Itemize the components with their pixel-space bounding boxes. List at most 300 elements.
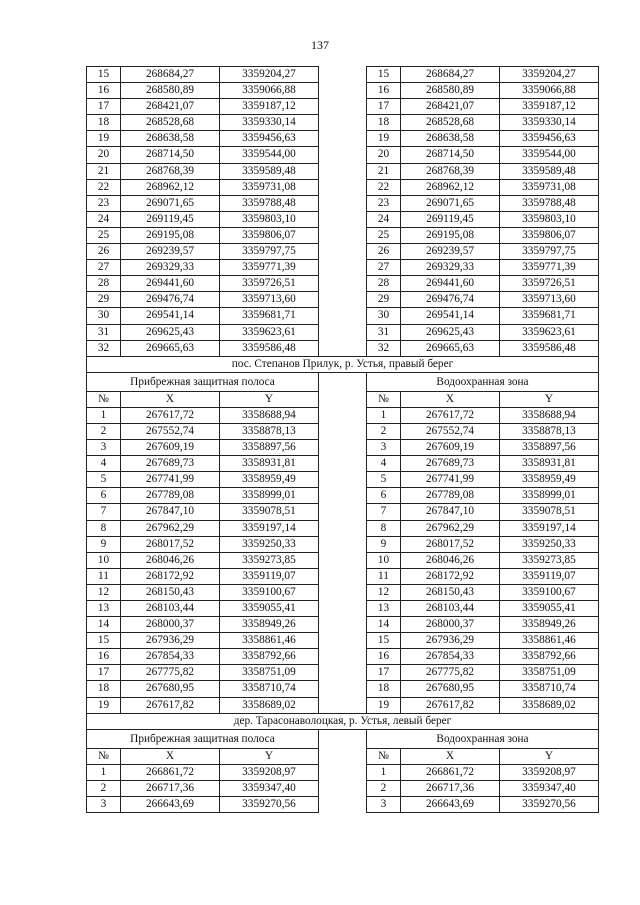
coordinates-table — [86, 66, 599, 813]
column-gap — [319, 504, 367, 520]
point-number: 23 — [367, 195, 401, 211]
point-number: 22 — [87, 179, 121, 195]
point-number: 29 — [367, 292, 401, 308]
table-row — [87, 456, 599, 472]
column-gap — [319, 391, 367, 407]
y-coordinate: 3359055,41 — [220, 601, 319, 617]
table-row — [87, 601, 599, 617]
y-coordinate: 3359544,00 — [220, 147, 319, 163]
table-row — [87, 649, 599, 665]
point-number: 19 — [87, 697, 121, 713]
y-coordinate: 3359726,51 — [220, 276, 319, 292]
point-number: 27 — [367, 260, 401, 276]
y-coordinate: 3358688,94 — [500, 407, 599, 423]
x-coordinate: 268962,12 — [401, 179, 500, 195]
table-row — [87, 179, 599, 195]
column-gap — [319, 617, 367, 633]
table-row — [87, 552, 599, 568]
x-coordinate: 268714,50 — [121, 147, 220, 163]
column-gap — [319, 67, 367, 83]
x-coordinate: 268638,58 — [121, 131, 220, 147]
table-row — [87, 488, 599, 504]
y-coordinate: 3359066,88 — [500, 83, 599, 99]
y-coordinate: 3359788,48 — [500, 195, 599, 211]
point-number: 16 — [367, 83, 401, 99]
x-coordinate: 267962,29 — [401, 520, 500, 536]
point-number: 6 — [87, 488, 121, 504]
y-coordinate: 3358861,46 — [500, 633, 599, 649]
y-coordinate: 3359197,14 — [500, 520, 599, 536]
column-gap — [319, 211, 367, 227]
point-number: 1 — [87, 407, 121, 423]
x-coordinate: 267617,82 — [121, 697, 220, 713]
x-coordinate: 268103,44 — [401, 601, 500, 617]
point-number: 14 — [87, 617, 121, 633]
table-row — [87, 276, 599, 292]
y-coordinate: 3359771,39 — [500, 260, 599, 276]
y-coordinate: 3359055,41 — [500, 601, 599, 617]
column-gap — [319, 649, 367, 665]
column-gap — [319, 568, 367, 584]
x-coordinate: 267775,82 — [121, 665, 220, 681]
x-coordinate: 268962,12 — [121, 179, 220, 195]
y-coordinate: 3358710,74 — [500, 681, 599, 697]
y-coordinate: 3359586,48 — [500, 340, 599, 356]
left-zone-title: Прибрежная защитная полоса — [87, 729, 319, 748]
point-number: 9 — [367, 536, 401, 552]
x-coordinate: 268046,26 — [401, 552, 500, 568]
point-number: 5 — [87, 472, 121, 488]
table-row — [87, 472, 599, 488]
y-coordinate: 3359078,51 — [220, 504, 319, 520]
point-number: 19 — [87, 131, 121, 147]
y-coordinate: 3359273,85 — [500, 552, 599, 568]
y-coordinate: 3359197,14 — [220, 520, 319, 536]
point-number: 17 — [87, 665, 121, 681]
column-gap — [319, 780, 367, 796]
y-coordinate: 3359456,63 — [500, 131, 599, 147]
y-coordinate: 3359330,14 — [220, 115, 319, 131]
point-number: 3 — [367, 440, 401, 456]
y-coordinate: 3358792,66 — [220, 649, 319, 665]
y-coordinate: 3359250,33 — [500, 536, 599, 552]
point-number: 17 — [367, 665, 401, 681]
point-number: 1 — [367, 764, 401, 780]
point-number: 15 — [87, 633, 121, 649]
number-header: № — [87, 391, 121, 407]
column-gap — [319, 340, 367, 356]
table-row — [87, 584, 599, 600]
y-coordinate: 3359623,61 — [220, 324, 319, 340]
y-coordinate: 3359270,56 — [500, 797, 599, 813]
x-coordinate: 267689,73 — [121, 456, 220, 472]
point-number: 12 — [87, 584, 121, 600]
x-coordinate: 269441,60 — [121, 276, 220, 292]
y-coordinate: 3359713,60 — [500, 292, 599, 308]
point-number: 11 — [367, 568, 401, 584]
y-coordinate: 3359347,40 — [500, 780, 599, 796]
y-coordinate: 3358999,01 — [500, 488, 599, 504]
x-coordinate: 269476,74 — [401, 292, 500, 308]
point-number: 22 — [367, 179, 401, 195]
y-coordinate: 3358792,66 — [500, 649, 599, 665]
y-coordinate: 3358878,13 — [500, 423, 599, 439]
point-number: 16 — [87, 83, 121, 99]
x-coordinate: 269476,74 — [121, 292, 220, 308]
column-gap — [319, 195, 367, 211]
point-number: 14 — [367, 617, 401, 633]
point-number: 8 — [87, 520, 121, 536]
table-row — [87, 115, 599, 131]
table-row — [87, 324, 599, 340]
point-number: 16 — [87, 649, 121, 665]
x-coordinate: 267617,72 — [401, 407, 500, 423]
x-coordinate: 268000,37 — [121, 617, 220, 633]
column-gap — [319, 372, 367, 391]
point-number: 30 — [87, 308, 121, 324]
x-coordinate: 267689,73 — [401, 456, 500, 472]
table-row — [87, 407, 599, 423]
y-coordinate: 3359100,67 — [500, 584, 599, 600]
x-coordinate: 267847,10 — [121, 504, 220, 520]
point-number: 3 — [367, 797, 401, 813]
table-row — [87, 633, 599, 649]
y-coordinate: 3359347,40 — [220, 780, 319, 796]
point-number: 19 — [367, 131, 401, 147]
x-coordinate: 268768,39 — [121, 163, 220, 179]
x-coordinate: 269665,63 — [401, 340, 500, 356]
y-coordinate: 3358931,81 — [220, 456, 319, 472]
x-coordinate: 269239,57 — [121, 244, 220, 260]
y-coordinate: 3359456,63 — [220, 131, 319, 147]
point-number: 18 — [87, 115, 121, 131]
point-number: 4 — [367, 456, 401, 472]
column-gap — [319, 244, 367, 260]
y-coordinate: 3359208,97 — [220, 764, 319, 780]
x-coordinate: 268528,68 — [401, 115, 500, 131]
x-coordinate: 269119,45 — [121, 211, 220, 227]
x-header: X — [401, 391, 500, 407]
x-coordinate: 267609,19 — [401, 440, 500, 456]
x-coordinate: 269625,43 — [121, 324, 220, 340]
x-coordinate: 268017,52 — [401, 536, 500, 552]
x-coordinate: 268528,68 — [121, 115, 220, 131]
y-coordinate: 3358999,01 — [220, 488, 319, 504]
column-gap — [319, 552, 367, 568]
x-coordinate: 267741,99 — [121, 472, 220, 488]
column-gap — [319, 115, 367, 131]
point-number: 20 — [87, 147, 121, 163]
x-coordinate: 268768,39 — [401, 163, 500, 179]
y-coordinate: 3359589,48 — [500, 163, 599, 179]
x-coordinate: 267775,82 — [401, 665, 500, 681]
point-number: 10 — [367, 552, 401, 568]
x-coordinate: 267617,72 — [121, 407, 220, 423]
x-coordinate: 268103,44 — [121, 601, 220, 617]
number-header: № — [367, 748, 401, 764]
y-coordinate: 3358710,74 — [220, 681, 319, 697]
point-number: 4 — [87, 456, 121, 472]
x-coordinate: 266861,72 — [121, 764, 220, 780]
point-number: 10 — [87, 552, 121, 568]
x-coordinate: 267609,19 — [121, 440, 220, 456]
zone-title-row — [87, 729, 599, 748]
point-number: 30 — [367, 308, 401, 324]
y-coordinate: 3359119,07 — [500, 568, 599, 584]
point-number: 27 — [87, 260, 121, 276]
table-row — [87, 520, 599, 536]
x-header: X — [401, 748, 500, 764]
point-number: 28 — [367, 276, 401, 292]
column-gap — [319, 179, 367, 195]
y-coordinate: 3358897,56 — [500, 440, 599, 456]
point-number: 6 — [367, 488, 401, 504]
point-number: 2 — [87, 780, 121, 796]
x-coordinate: 268580,89 — [401, 83, 500, 99]
point-number: 20 — [367, 147, 401, 163]
y-coordinate: 3359713,60 — [220, 292, 319, 308]
table-row — [87, 163, 599, 179]
column-gap — [319, 520, 367, 536]
x-coordinate: 269441,60 — [401, 276, 500, 292]
y-coordinate: 3358688,94 — [220, 407, 319, 423]
section-title: дер. Тарасонаволоцкая, р. Устья, левый берег — [87, 713, 599, 729]
y-coordinate: 3359586,48 — [220, 340, 319, 356]
x-coordinate: 269239,57 — [401, 244, 500, 260]
x-coordinate: 268638,58 — [401, 131, 500, 147]
x-coordinate: 267789,08 — [121, 488, 220, 504]
table-row — [87, 67, 599, 83]
x-coordinate: 269665,63 — [121, 340, 220, 356]
column-gap — [319, 227, 367, 243]
y-coordinate: 3358949,26 — [500, 617, 599, 633]
x-coordinate: 268714,50 — [401, 147, 500, 163]
section-title: пос. Степанов Прилук, р. Устья, правый берег — [87, 356, 599, 372]
y-coordinate: 3358751,09 — [500, 665, 599, 681]
x-coordinate: 266717,36 — [121, 780, 220, 796]
point-number: 24 — [367, 211, 401, 227]
page-number: 137 — [311, 38, 329, 52]
point-number: 25 — [367, 227, 401, 243]
column-gap — [319, 633, 367, 649]
column-gap — [319, 697, 367, 713]
column-gap — [319, 681, 367, 697]
column-gap — [319, 163, 367, 179]
y-coordinate: 3359797,75 — [220, 244, 319, 260]
table-row — [87, 147, 599, 163]
y-coordinate: 3358689,02 — [220, 697, 319, 713]
y-coordinate: 3359250,33 — [220, 536, 319, 552]
point-number: 8 — [367, 520, 401, 536]
point-number: 26 — [87, 244, 121, 260]
y-coordinate: 3359806,07 — [220, 227, 319, 243]
x-coordinate: 266643,69 — [121, 797, 220, 813]
x-coordinate: 268580,89 — [121, 83, 220, 99]
column-gap — [319, 764, 367, 780]
x-coordinate: 268172,92 — [121, 568, 220, 584]
x-coordinate: 269541,14 — [121, 308, 220, 324]
table-row — [87, 308, 599, 324]
x-coordinate: 268017,52 — [121, 536, 220, 552]
column-gap — [319, 748, 367, 764]
y-coordinate: 3359788,48 — [220, 195, 319, 211]
x-coordinate: 268000,37 — [401, 617, 500, 633]
table-row — [87, 536, 599, 552]
column-gap — [319, 601, 367, 617]
column-gap — [319, 308, 367, 324]
table-row — [87, 244, 599, 260]
y-coordinate: 3358959,49 — [500, 472, 599, 488]
header-row — [87, 391, 599, 407]
table-row — [87, 568, 599, 584]
point-number: 13 — [87, 601, 121, 617]
y-coordinate: 3359806,07 — [500, 227, 599, 243]
right-zone-title: Водоохранная зона — [367, 729, 599, 748]
y-coordinate: 3358751,09 — [220, 665, 319, 681]
x-coordinate: 268684,27 — [401, 67, 500, 83]
x-coordinate: 268421,07 — [121, 99, 220, 115]
y-coordinate: 3359187,12 — [500, 99, 599, 115]
column-gap — [319, 292, 367, 308]
x-header: X — [121, 391, 220, 407]
table-row — [87, 99, 599, 115]
point-number: 26 — [367, 244, 401, 260]
x-coordinate: 266861,72 — [401, 764, 500, 780]
point-number: 11 — [87, 568, 121, 584]
x-coordinate: 269195,08 — [121, 227, 220, 243]
column-gap — [319, 456, 367, 472]
column-gap — [319, 131, 367, 147]
column-gap — [319, 407, 367, 423]
x-coordinate: 269329,33 — [121, 260, 220, 276]
point-number: 13 — [367, 601, 401, 617]
y-coordinate: 3359208,97 — [500, 764, 599, 780]
x-coordinate: 267552,74 — [121, 423, 220, 439]
y-coordinate: 3358897,56 — [220, 440, 319, 456]
y-coordinate: 3358931,81 — [500, 456, 599, 472]
y-coordinate: 3359681,71 — [220, 308, 319, 324]
table-row — [87, 227, 599, 243]
y-coordinate: 3359119,07 — [220, 568, 319, 584]
point-number: 15 — [367, 633, 401, 649]
column-gap — [319, 665, 367, 681]
number-header: № — [87, 748, 121, 764]
y-coordinate: 3358959,49 — [220, 472, 319, 488]
column-gap — [319, 276, 367, 292]
point-number: 32 — [367, 340, 401, 356]
table-row — [87, 617, 599, 633]
table-row — [87, 260, 599, 276]
section-title-row — [87, 713, 599, 729]
x-coordinate: 267680,95 — [121, 681, 220, 697]
y-coordinate: 3359270,56 — [220, 797, 319, 813]
y-coordinate: 3359204,27 — [500, 67, 599, 83]
column-gap — [319, 147, 367, 163]
table-row — [87, 340, 599, 356]
x-coordinate: 267741,99 — [401, 472, 500, 488]
column-gap — [319, 797, 367, 813]
point-number: 15 — [87, 67, 121, 83]
x-coordinate: 267854,33 — [121, 649, 220, 665]
table-row — [87, 440, 599, 456]
y-coordinate: 3359078,51 — [500, 504, 599, 520]
x-coordinate: 266717,36 — [401, 780, 500, 796]
x-coordinate: 268046,26 — [121, 552, 220, 568]
y-coordinate: 3359544,00 — [500, 147, 599, 163]
point-number: 9 — [87, 536, 121, 552]
y-coordinate: 3359797,75 — [500, 244, 599, 260]
x-coordinate: 268150,43 — [401, 584, 500, 600]
column-gap — [319, 472, 367, 488]
column-gap — [319, 536, 367, 552]
point-number: 18 — [87, 681, 121, 697]
x-coordinate: 267847,10 — [401, 504, 500, 520]
y-header: Y — [500, 391, 599, 407]
point-number: 19 — [367, 697, 401, 713]
number-header: № — [367, 391, 401, 407]
x-coordinate: 267789,08 — [401, 488, 500, 504]
x-coordinate: 269329,33 — [401, 260, 500, 276]
point-number: 18 — [367, 115, 401, 131]
section-title-row — [87, 356, 599, 372]
y-coordinate: 3359330,14 — [500, 115, 599, 131]
x-coordinate: 269625,43 — [401, 324, 500, 340]
point-number: 15 — [367, 67, 401, 83]
y-coordinate: 3359100,67 — [220, 584, 319, 600]
x-coordinate: 267617,82 — [401, 697, 500, 713]
x-coordinate: 269071,65 — [121, 195, 220, 211]
table-row — [87, 211, 599, 227]
table-row — [87, 195, 599, 211]
point-number: 12 — [367, 584, 401, 600]
y-coordinate: 3359731,08 — [220, 179, 319, 195]
x-coordinate: 268150,43 — [121, 584, 220, 600]
table-row — [87, 423, 599, 439]
point-number: 7 — [367, 504, 401, 520]
y-coordinate: 3358949,26 — [220, 617, 319, 633]
y-header: Y — [220, 391, 319, 407]
point-number: 31 — [87, 324, 121, 340]
point-number: 2 — [367, 780, 401, 796]
column-gap — [319, 423, 367, 439]
point-number: 7 — [87, 504, 121, 520]
point-number: 17 — [367, 99, 401, 115]
point-number: 1 — [87, 764, 121, 780]
y-coordinate: 3359726,51 — [500, 276, 599, 292]
y-coordinate: 3359803,10 — [220, 211, 319, 227]
column-gap — [319, 260, 367, 276]
table-row — [87, 504, 599, 520]
y-coordinate: 3359771,39 — [220, 260, 319, 276]
right-zone-title: Водоохранная зона — [367, 372, 599, 391]
table-row — [87, 83, 599, 99]
column-gap — [319, 99, 367, 115]
column-gap — [319, 83, 367, 99]
column-gap — [319, 440, 367, 456]
table-row — [87, 665, 599, 681]
table-row — [87, 681, 599, 697]
table-row — [87, 292, 599, 308]
y-coordinate: 3359589,48 — [220, 163, 319, 179]
column-gap — [319, 729, 367, 748]
x-coordinate: 267854,33 — [401, 649, 500, 665]
x-coordinate: 268421,07 — [401, 99, 500, 115]
point-number: 1 — [367, 407, 401, 423]
point-number: 17 — [87, 99, 121, 115]
y-header: Y — [220, 748, 319, 764]
point-number: 3 — [87, 440, 121, 456]
point-number: 24 — [87, 211, 121, 227]
